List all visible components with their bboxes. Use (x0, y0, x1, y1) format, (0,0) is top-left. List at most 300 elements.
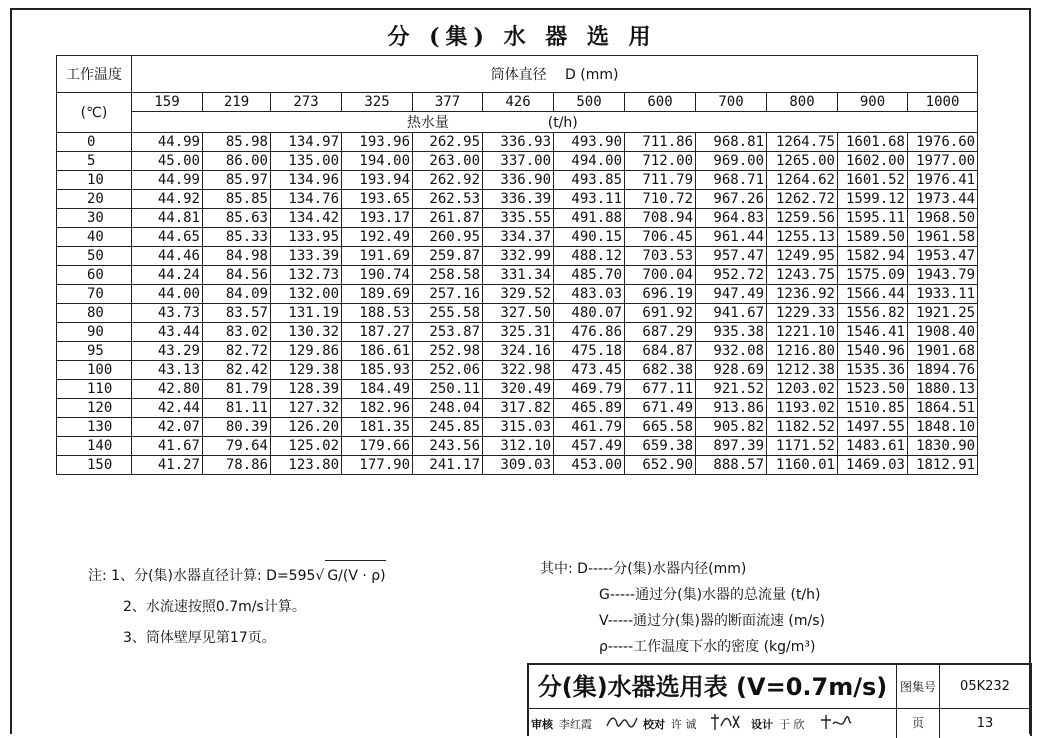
title-block (527, 663, 1032, 736)
flow-value-cell: 1193.02 (767, 399, 838, 418)
flow-value-cell: 181.35 (342, 418, 413, 437)
flow-value-cell: 78.86 (203, 456, 271, 475)
review-label: 审核 (531, 718, 553, 731)
flow-value-cell: 1601.68 (838, 133, 908, 152)
signature-row (529, 709, 897, 738)
sqrt-sign: √ (315, 568, 325, 584)
flow-value-cell: 710.72 (625, 190, 696, 209)
flow-value-cell: 331.34 (483, 266, 554, 285)
temperature-cell: 60 (57, 266, 132, 285)
flow-value-cell: 44.99 (132, 171, 203, 190)
table-row (57, 380, 978, 399)
temperature-cell: 150 (57, 456, 132, 475)
flow-value-cell: 677.11 (625, 380, 696, 399)
flow-value-cell: 84.98 (203, 247, 271, 266)
flow-value-cell: 480.07 (554, 304, 625, 323)
flow-value-cell: 1602.00 (838, 152, 908, 171)
flow-value-cell: 44.46 (132, 247, 203, 266)
flow-value-cell: 1582.94 (838, 247, 908, 266)
table-row (57, 456, 978, 475)
flow-value-cell: 684.87 (625, 342, 696, 361)
diameter-header: 筒体直径 D (mm) (132, 56, 978, 93)
flow-value-cell: 913.86 (696, 399, 767, 418)
flow-value-cell: 1203.02 (767, 380, 838, 399)
flow-value-cell: 243.56 (413, 437, 483, 456)
flow-value-cell: 1599.12 (838, 190, 908, 209)
flow-value-cell: 179.66 (342, 437, 413, 456)
flow-value-cell: 241.17 (413, 456, 483, 475)
legend-rho: ρ-----工作温度下水的密度 (kg/m³) (599, 639, 816, 655)
table-row (57, 133, 978, 152)
flow-value-cell: 1848.10 (908, 418, 978, 437)
flow-value-cell: 969.00 (696, 152, 767, 171)
table-row (57, 399, 978, 418)
table-row (57, 285, 978, 304)
flow-value-cell: 84.09 (203, 285, 271, 304)
flow-value-cell: 86.00 (203, 152, 271, 171)
temperature-cell: 0 (57, 133, 132, 152)
flow-value-cell: 131.19 (271, 304, 342, 323)
flow-value-cell: 85.97 (203, 171, 271, 190)
table-row (57, 361, 978, 380)
diameter-cell: 325 (342, 93, 413, 112)
flow-value-cell: 258.58 (413, 266, 483, 285)
flow-value-cell: 85.63 (203, 209, 271, 228)
flow-value-cell: 42.07 (132, 418, 203, 437)
flow-value-cell: 682.38 (625, 361, 696, 380)
check-label: 校对 (643, 718, 665, 731)
flow-value-cell: 250.11 (413, 380, 483, 399)
flow-value-cell: 665.58 (625, 418, 696, 437)
flow-value-cell: 1546.41 (838, 323, 908, 342)
flow-value-cell: 947.49 (696, 285, 767, 304)
flow-value-cell: 1160.01 (767, 456, 838, 475)
diameter-cell: 159 (132, 93, 203, 112)
flow-value-cell: 79.64 (203, 437, 271, 456)
flow-value-cell: 1216.80 (767, 342, 838, 361)
flow-value-cell: 711.79 (625, 171, 696, 190)
diameter-cell: 377 (413, 93, 483, 112)
flow-value-cell: 43.44 (132, 323, 203, 342)
diameter-cell: 500 (554, 93, 625, 112)
flow-value-cell: 1249.95 (767, 247, 838, 266)
flow-value-cell: 133.39 (271, 247, 342, 266)
flow-value-cell: 935.38 (696, 323, 767, 342)
flow-value-cell: 322.98 (483, 361, 554, 380)
flow-value-cell: 185.93 (342, 361, 413, 380)
flow-value-cell: 1830.90 (908, 437, 978, 456)
flow-value-cell: 44.65 (132, 228, 203, 247)
flow-value-cell: 85.33 (203, 228, 271, 247)
page-label: 页 (897, 709, 940, 738)
flow-value-cell: 315.03 (483, 418, 554, 437)
flow-value-cell: 184.49 (342, 380, 413, 399)
flow-value-cell: 696.19 (625, 285, 696, 304)
flow-value-cell: 457.49 (554, 437, 625, 456)
temperature-cell: 120 (57, 399, 132, 418)
flow-value-cell: 320.49 (483, 380, 554, 399)
flow-value-cell: 43.73 (132, 304, 203, 323)
designer-signature-icon (819, 712, 853, 732)
reviewer-signature-icon (605, 712, 639, 732)
flow-value-cell: 1575.09 (838, 266, 908, 285)
selection-table (56, 55, 978, 475)
flow-value-cell: 1262.72 (767, 190, 838, 209)
diameter-cell: 700 (696, 93, 767, 112)
flow-value-cell: 42.80 (132, 380, 203, 399)
flow-value-cell: 465.89 (554, 399, 625, 418)
flow-value-cell: 493.11 (554, 190, 625, 209)
flow-value-cell: 488.12 (554, 247, 625, 266)
temperature-cell: 40 (57, 228, 132, 247)
temperature-cell: 5 (57, 152, 132, 171)
flow-value-cell: 335.55 (483, 209, 554, 228)
temperature-cell: 140 (57, 437, 132, 456)
flow-value-cell: 706.45 (625, 228, 696, 247)
flow-value-cell: 1977.00 (908, 152, 978, 171)
flow-value-cell: 186.61 (342, 342, 413, 361)
designer-name: 于 欣 (779, 718, 805, 731)
flow-value-cell: 1255.13 (767, 228, 838, 247)
note-2: 2、水流速按照0.7m/s计算。 (123, 599, 306, 615)
page-title: 分 (集) 水 器 选 用 (387, 24, 657, 50)
flow-value-cell: 336.90 (483, 171, 554, 190)
flow-value-cell: 711.86 (625, 133, 696, 152)
flow-value-cell: 188.53 (342, 304, 413, 323)
flow-value-cell: 336.39 (483, 190, 554, 209)
flow-value-cell: 1171.52 (767, 437, 838, 456)
temperature-cell: 10 (57, 171, 132, 190)
flow-value-cell: 43.29 (132, 342, 203, 361)
flow-value-cell: 309.03 (483, 456, 554, 475)
flow-value-cell: 128.39 (271, 380, 342, 399)
flow-value-cell: 261.87 (413, 209, 483, 228)
diameter-cell: 219 (203, 93, 271, 112)
flow-value-cell: 708.94 (625, 209, 696, 228)
flow-value-cell: 325.31 (483, 323, 554, 342)
diameter-cell: 800 (767, 93, 838, 112)
flow-value-cell: 700.04 (625, 266, 696, 285)
flow-value-cell: 248.04 (413, 399, 483, 418)
flow-value-cell: 132.00 (271, 285, 342, 304)
flow-value-cell: 493.90 (554, 133, 625, 152)
table-row (57, 152, 978, 171)
table-row (57, 247, 978, 266)
flow-value-cell: 1933.11 (908, 285, 978, 304)
flow-value-cell: 191.69 (342, 247, 413, 266)
flow-value-cell: 134.76 (271, 190, 342, 209)
flow-value-cell: 44.24 (132, 266, 203, 285)
flow-value-cell: 82.42 (203, 361, 271, 380)
flow-value-cell: 1953.47 (908, 247, 978, 266)
flow-value-cell: 262.95 (413, 133, 483, 152)
flow-value-cell: 194.00 (342, 152, 413, 171)
flow-value-cell: 888.57 (696, 456, 767, 475)
reviewer-name: 李红霞 (559, 718, 592, 731)
flow-value-cell: 1182.52 (767, 418, 838, 437)
flow-value-cell: 130.32 (271, 323, 342, 342)
flow-value-cell: 257.16 (413, 285, 483, 304)
checker-name: 许 诚 (671, 718, 697, 731)
flow-value-cell: 263.00 (413, 152, 483, 171)
flow-value-cell: 961.44 (696, 228, 767, 247)
flow-value-cell: 332.99 (483, 247, 554, 266)
flow-value-cell: 85.98 (203, 133, 271, 152)
heat-header (132, 112, 978, 133)
temperature-cell: 80 (57, 304, 132, 323)
flow-value-cell: 1236.92 (767, 285, 838, 304)
temperature-cell: 110 (57, 380, 132, 399)
flow-value-cell: 1880.13 (908, 380, 978, 399)
table-row (57, 342, 978, 361)
flow-value-cell: 82.72 (203, 342, 271, 361)
atlas-no-label: 图集号 (897, 665, 940, 709)
temp-header-line2: (℃) (57, 93, 132, 133)
flow-value-cell: 1221.10 (767, 323, 838, 342)
flow-value-cell: 1259.56 (767, 209, 838, 228)
flow-value-cell: 193.94 (342, 171, 413, 190)
table-row (57, 437, 978, 456)
flow-value-cell: 1894.76 (908, 361, 978, 380)
drawing-title: 分(集)水器选用表 (V=0.7m/s) (529, 665, 897, 709)
note-1-text: 注: 1、分(集)水器直径计算: D=595 (88, 568, 316, 584)
flow-value-cell: 905.82 (696, 418, 767, 437)
flow-value-cell: 1961.58 (908, 228, 978, 247)
flow-value-cell: 494.00 (554, 152, 625, 171)
flow-value-cell: 135.00 (271, 152, 342, 171)
flow-value-cell: 125.02 (271, 437, 342, 456)
flow-value-cell: 967.26 (696, 190, 767, 209)
flow-value-cell: 1264.62 (767, 171, 838, 190)
flow-value-cell: 81.79 (203, 380, 271, 399)
flow-value-cell: 932.08 (696, 342, 767, 361)
flow-value-cell: 952.72 (696, 266, 767, 285)
flow-value-cell: 1523.50 (838, 380, 908, 399)
flow-value-cell: 245.85 (413, 418, 483, 437)
flow-value-cell: 84.56 (203, 266, 271, 285)
flow-value-cell: 1540.96 (838, 342, 908, 361)
flow-value-cell: 1229.33 (767, 304, 838, 323)
flow-value-cell: 1968.50 (908, 209, 978, 228)
flow-value-cell: 1566.44 (838, 285, 908, 304)
flow-value-cell: 193.65 (342, 190, 413, 209)
flow-value-cell: 1469.03 (838, 456, 908, 475)
temperature-cell: 95 (57, 342, 132, 361)
flow-value-cell: 133.95 (271, 228, 342, 247)
note-1 (88, 560, 386, 592)
flow-value-cell: 1212.38 (767, 361, 838, 380)
flow-value-cell: 182.96 (342, 399, 413, 418)
temp-header-line1: 工作温度 (57, 56, 132, 93)
note-3: 3、筒体壁厚见第17页。 (123, 630, 276, 646)
flow-value-cell: 1908.40 (908, 323, 978, 342)
flow-value-cell: 1601.52 (838, 171, 908, 190)
flow-value-cell: 41.67 (132, 437, 203, 456)
legend-v: V-----通过分(集)器的断面流速 (m/s) (599, 613, 825, 629)
temperature-cell: 130 (57, 418, 132, 437)
flow-value-cell: 1921.25 (908, 304, 978, 323)
flow-value-cell: 260.95 (413, 228, 483, 247)
flow-value-cell: 659.38 (625, 437, 696, 456)
table-row (57, 209, 978, 228)
flow-value-cell: 476.86 (554, 323, 625, 342)
flow-value-cell: 334.37 (483, 228, 554, 247)
flow-value-cell: 712.00 (625, 152, 696, 171)
flow-value-cell: 469.79 (554, 380, 625, 399)
flow-value-cell: 129.86 (271, 342, 342, 361)
flow-value-cell: 83.57 (203, 304, 271, 323)
flow-value-cell: 193.17 (342, 209, 413, 228)
temperature-cell: 70 (57, 285, 132, 304)
flow-value-cell: 126.20 (271, 418, 342, 437)
flow-value-cell: 1976.60 (908, 133, 978, 152)
flow-value-cell: 453.00 (554, 456, 625, 475)
flow-value-cell: 968.81 (696, 133, 767, 152)
flow-value-cell: 957.47 (696, 247, 767, 266)
legend-d: D-----分(集)水器内径(mm) (577, 561, 747, 577)
flow-value-cell: 312.10 (483, 437, 554, 456)
diameter-cell: 426 (483, 93, 554, 112)
flow-value-cell: 493.85 (554, 171, 625, 190)
flow-value-cell: 42.44 (132, 399, 203, 418)
flow-value-cell: 192.49 (342, 228, 413, 247)
flow-value-cell: 1812.91 (908, 456, 978, 475)
table-row (57, 171, 978, 190)
flow-value-cell: 897.39 (696, 437, 767, 456)
flow-value-cell: 1497.55 (838, 418, 908, 437)
flow-value-cell: 324.16 (483, 342, 554, 361)
flow-value-cell: 134.96 (271, 171, 342, 190)
flow-value-cell: 1589.50 (838, 228, 908, 247)
flow-value-cell: 187.27 (342, 323, 413, 342)
flow-value-cell: 1510.85 (838, 399, 908, 418)
flow-value-cell: 41.27 (132, 456, 203, 475)
heat-label: 热水量 (406, 115, 449, 131)
flow-value-cell: 928.69 (696, 361, 767, 380)
flow-value-cell: 337.00 (483, 152, 554, 171)
table-row (57, 304, 978, 323)
flow-value-cell: 193.96 (342, 133, 413, 152)
flow-value-cell: 134.42 (271, 209, 342, 228)
flow-value-cell: 85.85 (203, 190, 271, 209)
flow-value-cell: 691.92 (625, 304, 696, 323)
flow-value-cell: 81.11 (203, 399, 271, 418)
temperature-cell: 90 (57, 323, 132, 342)
flow-value-cell: 652.90 (625, 456, 696, 475)
flow-value-cell: 687.29 (625, 323, 696, 342)
diameter-cell: 273 (271, 93, 342, 112)
flow-value-cell: 123.80 (271, 456, 342, 475)
flow-value-cell: 671.49 (625, 399, 696, 418)
table-row (57, 228, 978, 247)
notes (88, 560, 386, 654)
temperature-cell: 30 (57, 209, 132, 228)
flow-value-cell: 132.73 (271, 266, 342, 285)
table-row (57, 266, 978, 285)
flow-value-cell: 1265.00 (767, 152, 838, 171)
flow-value-cell: 1556.82 (838, 304, 908, 323)
flow-value-cell: 921.52 (696, 380, 767, 399)
flow-value-cell: 259.87 (413, 247, 483, 266)
flow-value-cell: 461.79 (554, 418, 625, 437)
flow-value-cell: 252.06 (413, 361, 483, 380)
table-row (57, 418, 978, 437)
flow-value-cell: 43.13 (132, 361, 203, 380)
flow-value-cell: 473.45 (554, 361, 625, 380)
flow-value-cell: 262.92 (413, 171, 483, 190)
flow-value-cell: 941.67 (696, 304, 767, 323)
design-label: 设计 (751, 718, 773, 731)
flow-value-cell: 44.00 (132, 285, 203, 304)
flow-value-cell: 44.99 (132, 133, 203, 152)
flow-value-cell: 1264.75 (767, 133, 838, 152)
note-1-sqrt: G/(V · ρ) (325, 560, 385, 592)
flow-value-cell: 1973.44 (908, 190, 978, 209)
flow-value-cell: 483.03 (554, 285, 625, 304)
flow-value-cell: 490.15 (554, 228, 625, 247)
flow-value-cell: 336.93 (483, 133, 554, 152)
flow-value-cell: 252.98 (413, 342, 483, 361)
flow-value-cell: 255.58 (413, 304, 483, 323)
flow-value-cell: 327.50 (483, 304, 554, 323)
flow-value-cell: 127.32 (271, 399, 342, 418)
flow-value-cell: 190.74 (342, 266, 413, 285)
heat-unit: (t/h) (547, 115, 578, 131)
diameter-cell: 1000 (908, 93, 978, 112)
flow-value-cell: 329.52 (483, 285, 554, 304)
flow-value-cell: 1864.51 (908, 399, 978, 418)
symbol-legend (540, 556, 825, 660)
flow-value-cell: 262.53 (413, 190, 483, 209)
flow-value-cell: 475.18 (554, 342, 625, 361)
table-row (57, 323, 978, 342)
flow-value-cell: 1976.41 (908, 171, 978, 190)
flow-value-cell: 1943.79 (908, 266, 978, 285)
flow-value-cell: 968.71 (696, 171, 767, 190)
flow-value-cell: 44.92 (132, 190, 203, 209)
flow-value-cell: 317.82 (483, 399, 554, 418)
flow-value-cell: 485.70 (554, 266, 625, 285)
flow-value-cell: 44.81 (132, 209, 203, 228)
flow-value-cell: 80.39 (203, 418, 271, 437)
flow-value-cell: 1595.11 (838, 209, 908, 228)
flow-value-cell: 189.69 (342, 285, 413, 304)
flow-value-cell: 134.97 (271, 133, 342, 152)
flow-value-cell: 1483.61 (838, 437, 908, 456)
legend-g: G-----通过分(集)水器的总流量 (t/h) (599, 587, 821, 603)
temperature-cell: 20 (57, 190, 132, 209)
flow-value-cell: 1535.36 (838, 361, 908, 380)
temperature-cell: 50 (57, 247, 132, 266)
flow-value-cell: 1901.68 (908, 342, 978, 361)
atlas-no: 05K232 (940, 665, 1030, 709)
flow-value-cell: 83.02 (203, 323, 271, 342)
flow-value-cell: 964.83 (696, 209, 767, 228)
page-no: 13 (976, 716, 994, 731)
diameter-cell: 900 (838, 93, 908, 112)
legend-label: 其中: (540, 561, 573, 577)
flow-value-cell: 129.38 (271, 361, 342, 380)
diameter-cell: 600 (625, 93, 696, 112)
temperature-cell: 100 (57, 361, 132, 380)
flow-value-cell: 491.88 (554, 209, 625, 228)
flow-value-cell: 177.90 (342, 456, 413, 475)
checker-signature-icon (709, 712, 743, 732)
flow-value-cell: 253.87 (413, 323, 483, 342)
flow-value-cell: 703.53 (625, 247, 696, 266)
flow-value-cell: 45.00 (132, 152, 203, 171)
flow-value-cell: 1243.75 (767, 266, 838, 285)
